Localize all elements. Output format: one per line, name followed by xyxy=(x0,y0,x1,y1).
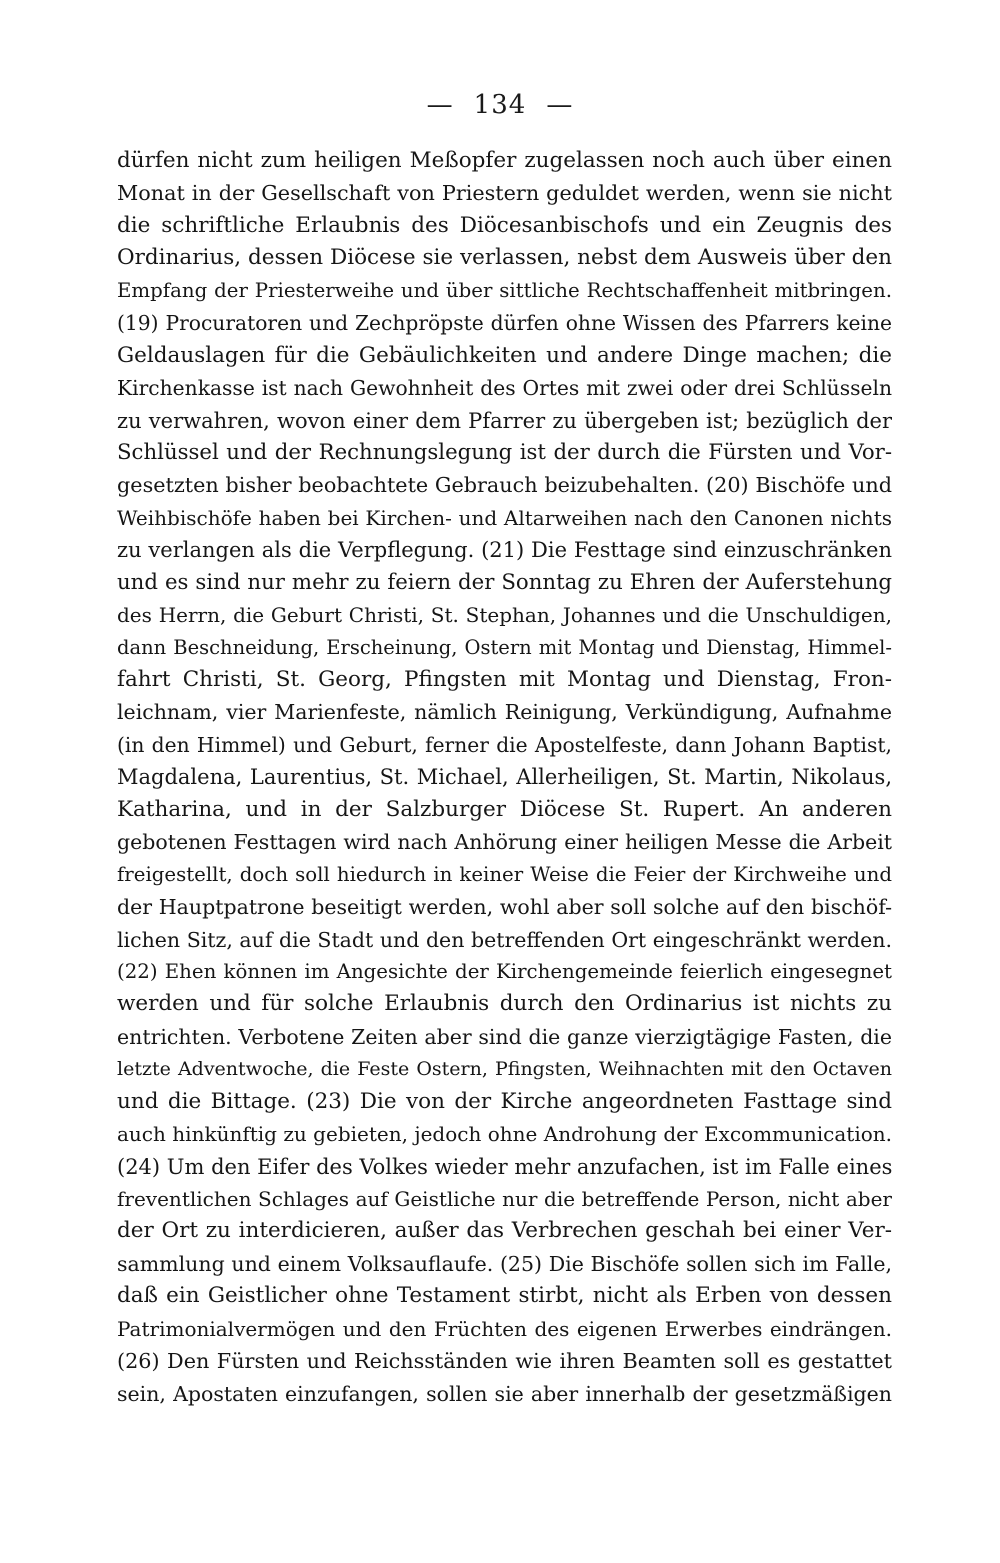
text-line: werden und für solche Erlaubnis durch den Ordinarius ist nichts zu xyxy=(117,991,892,1017)
text-line: Schlüssel und der Rechnungslegung ist der durch die Fürsten und Vor- xyxy=(117,439,892,465)
text-line: der Ort zu interdicieren, außer das Verbrechen geschah bei einer Ver- xyxy=(117,1218,892,1244)
text-line: dann Beschneidung, Erscheinung, Ostern mit Montag und Dienstag, Himmel- xyxy=(117,635,892,659)
text-line: (in den Himmel) und Geburt, ferner die Apostelfeste, dann Johann Baptist, xyxy=(117,732,892,757)
text-line: gesetzten bisher beobachtete Gebrauch beizubehalten. (20) Bischöfe und xyxy=(117,473,892,498)
text-line: Monat in der Gesellschaft von Priestern geduldet werden, wenn sie nicht xyxy=(117,181,892,206)
text-line: zu verlangen als die Verpflegung. (21) Die Festtage sind einzuschränken xyxy=(117,538,892,563)
text-line: (19) Procuratoren und Zechpröpste dürfen ohne Wissen des Pfarrers keine xyxy=(117,311,892,336)
text-line: Kirchenkasse ist nach Gewohnheit des Ortes mit zwei oder drei Schlüsseln xyxy=(117,376,892,401)
text-line: und die Bittage. (23) Die von der Kirche angeordneten Fasttage sind xyxy=(117,1088,892,1114)
page-number-dash-right: — xyxy=(546,90,574,120)
page-number: 134 xyxy=(473,90,527,120)
text-line: lichen Sitz, auf die Stadt und den betreffenden Ort eingeschränkt werden. xyxy=(117,927,892,952)
text-line: Empfang der Priesterweihe und über sittliche Rechtschaffenheit mitbringen. xyxy=(117,278,892,302)
text-line: gebotenen Festtagen wird nach Anhörung einer heiligen Messe die Arbeit xyxy=(117,830,892,855)
text-line: daß ein Geistlicher ohne Testament stirbt, nicht als Erben von dessen xyxy=(117,1283,892,1309)
text-line: dürfen nicht zum heiligen Meßopfer zugelassen noch auch über einen xyxy=(117,148,892,173)
text-line: letzte Adventwoche, die Feste Ostern, Pfingsten, Weihnachten mit den Octaven xyxy=(117,1058,892,1081)
text-line: die schriftliche Erlaubnis des Diöcesanbischofs und ein Zeugnis des xyxy=(117,212,892,238)
text-line: Katharina, und in der Salzburger Diöcese St. Rupert. An anderen xyxy=(117,796,892,822)
text-line: (24) Um den Eifer des Volkes wieder mehr anzufachen, ist im Falle eines xyxy=(117,1154,892,1179)
text-line: auch hinkünftig zu gebieten, jedoch ohne Androhung der Excommunication. xyxy=(117,1122,892,1147)
body-text xyxy=(117,145,892,1410)
text-line: Ordinarius, dessen Diöcese sie verlassen, nebst dem Ausweis über den xyxy=(117,245,892,271)
text-line: sein, Apostaten einzufangen, sollen sie aber innerhalb der gesetzmäßigen xyxy=(117,1381,892,1406)
text-line: Geldauslagen für die Gebäulichkeiten und andere Dinge machen; die xyxy=(117,342,892,368)
text-line: Magdalena, Laurentius, St. Michael, Allerheiligen, St. Martin, Nikolaus, xyxy=(117,765,892,790)
text-line: fahrt Christi, St. Georg, Pfingsten mit Montag und Dienstag, Fron- xyxy=(117,667,892,692)
text-line: sammlung und einem Volksauflaufe. (25) Die Bischöfe sollen sich im Falle, xyxy=(117,1251,892,1276)
text-line: (22) Ehen können im Angesichte der Kirchengemeinde feierlich eingesegnet xyxy=(117,959,892,983)
text-line: freventlichen Schlages auf Geistliche nur die betreffende Person, nicht aber xyxy=(117,1187,892,1211)
text-line: der Hauptpatrone beseitigt werden, wohl aber soll solche auf den bischöf- xyxy=(117,895,892,920)
text-line: Weihbischöfe haben bei Kirchen- und Altarweihen nach den Canonen nichts xyxy=(117,505,892,530)
text-line: und es sind nur mehr zu feiern der Sonntag zu Ehren der Auferstehung xyxy=(117,569,892,595)
text-line: Patrimonialvermögen und den Früchten des eigenen Erwerbes eindrängen. xyxy=(117,1316,892,1341)
text-line: des Herrn, die Geburt Christi, St. Stephan, Johannes und die Unschuldigen, xyxy=(117,603,892,628)
page-number-dash-left: — xyxy=(426,90,454,120)
page-number-header xyxy=(0,90,1000,120)
text-line: freigestellt, doch soll hiedurch in keiner Weise die Feier der Kirchweihe und xyxy=(117,862,892,886)
text-line: zu verwahren, wovon einer dem Pfarrer zu übergeben ist; bezüglich der xyxy=(117,408,892,433)
text-line: leichnam, vier Marienfeste, nämlich Reinigung, Verkündigung, Aufnahme xyxy=(117,700,892,725)
text-line: (26) Den Fürsten und Reichsständen wie ihren Beamten soll es gestattet xyxy=(117,1349,892,1374)
text-line: entrichten. Verbotene Zeiten aber sind die ganze vierzigtägige Fasten, die xyxy=(117,1024,892,1049)
